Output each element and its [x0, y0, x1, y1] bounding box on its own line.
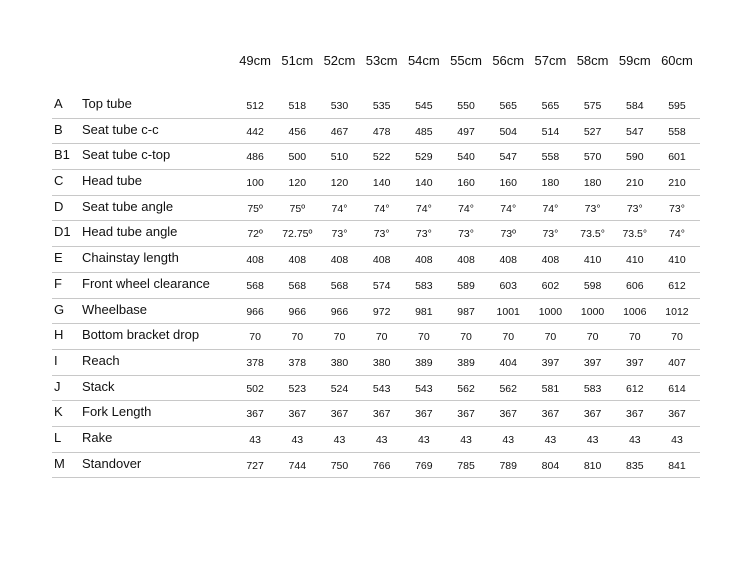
- table-cell: 367: [330, 408, 349, 421]
- size-header-row: [234, 52, 698, 72]
- table-cell: 408: [457, 254, 475, 267]
- table-cell: 70: [291, 331, 304, 344]
- table-cell: 456: [288, 125, 307, 138]
- row-label: Chainstay length: [82, 250, 179, 266]
- row-label: Seat tube c-top: [82, 147, 171, 163]
- table-cell: 73.5°: [580, 228, 605, 241]
- table-row: [52, 273, 700, 299]
- table-cell: 583: [415, 279, 433, 292]
- table-cell: 367: [246, 408, 264, 421]
- table-cell: 595: [668, 100, 686, 112]
- row-label: Rake: [82, 429, 113, 445]
- table-cell: 140: [372, 177, 391, 190]
- table-cell: 73°: [626, 202, 643, 215]
- table-cell: 70: [375, 331, 388, 344]
- table-cell: 43: [671, 433, 683, 446]
- table-row: [52, 453, 700, 479]
- table-cell: 598: [583, 279, 602, 292]
- table-cell: 500: [288, 151, 307, 164]
- table-cell: 74°: [458, 202, 474, 215]
- table-cell: 529: [415, 151, 433, 164]
- table-cell: 73°: [458, 228, 474, 241]
- row-code: C: [54, 173, 64, 189]
- row-code: F: [54, 275, 62, 291]
- table-cell: 380: [330, 356, 349, 369]
- table-cell: 408: [415, 254, 433, 267]
- size-header-51cm: 51cm: [281, 53, 314, 68]
- row-values: [234, 330, 698, 344]
- table-cell: 70: [544, 331, 557, 344]
- table-cell: 408: [372, 254, 391, 267]
- table-cell: 785: [457, 459, 475, 472]
- table-cell: 73°: [415, 228, 432, 241]
- table-cell: 408: [541, 254, 560, 267]
- table-cell: 180: [583, 177, 602, 190]
- table-cell: 584: [626, 100, 644, 112]
- table-cell: 523: [288, 382, 307, 395]
- table-cell: 583: [583, 382, 602, 395]
- table-cell: 74°: [415, 202, 432, 215]
- table-cell: 530: [330, 100, 349, 112]
- table-row: [52, 401, 700, 427]
- table-cell: 558: [668, 125, 686, 138]
- table-cell: 70: [628, 331, 641, 344]
- row-label: Reach: [82, 352, 120, 368]
- table-cell: 70: [460, 331, 472, 344]
- row-label: Seat tube c-c: [82, 121, 159, 137]
- row-code: L: [54, 429, 62, 445]
- table-cell: 43: [291, 433, 304, 446]
- table-cell: 727: [246, 459, 264, 472]
- table-cell: 750: [330, 459, 349, 472]
- table-cell: 606: [626, 279, 644, 292]
- table-cell: 74°: [331, 202, 348, 215]
- table-cell: 581: [541, 382, 560, 395]
- table-cell: 70: [502, 331, 515, 344]
- table-cell: 407: [668, 356, 686, 369]
- row-code: K: [54, 404, 63, 420]
- table-cell: 987: [457, 305, 475, 318]
- table-cell: 367: [583, 408, 602, 421]
- table-row: [52, 247, 700, 273]
- table-cell: 612: [626, 382, 644, 395]
- table-cell: 397: [541, 356, 560, 369]
- table-cell: 389: [457, 356, 475, 369]
- table-cell: 522: [372, 151, 391, 164]
- table-cell: 210: [626, 177, 644, 190]
- table-row: [52, 221, 700, 247]
- row-values: [234, 305, 698, 319]
- table-cell: 504: [499, 125, 517, 138]
- table-row: [52, 299, 700, 325]
- row-values: [234, 279, 698, 293]
- table-cell: 367: [415, 408, 433, 421]
- row-label: Head tube: [82, 173, 142, 189]
- row-values: [234, 202, 698, 216]
- table-cell: 160: [499, 177, 517, 190]
- table-cell: 1001: [496, 305, 520, 318]
- row-code: G: [54, 301, 65, 317]
- table-cell: 72.75º: [282, 228, 313, 241]
- table-cell: 612: [668, 279, 686, 292]
- table-cell: 540: [457, 151, 475, 164]
- table-cell: 966: [288, 305, 307, 318]
- table-cell: 367: [457, 408, 475, 421]
- table-cell: 972: [372, 305, 391, 318]
- table-cell: 367: [288, 408, 307, 421]
- table-cell: 404: [499, 356, 517, 369]
- size-header-55cm: 55cm: [450, 53, 482, 68]
- table-cell: 408: [330, 254, 349, 267]
- table-cell: 547: [626, 125, 644, 138]
- table-cell: 73°: [331, 228, 348, 241]
- table-cell: 568: [330, 279, 349, 292]
- table-cell: 73º: [500, 228, 516, 241]
- row-label: Fork Length: [82, 404, 152, 420]
- table-cell: 589: [457, 279, 475, 292]
- table-cell: 43: [586, 433, 599, 446]
- size-header-49cm: 49cm: [239, 53, 271, 68]
- table-row: [52, 350, 700, 376]
- table-cell: 614: [668, 382, 686, 395]
- table-cell: 841: [668, 459, 686, 472]
- row-label: Wheelbase: [82, 301, 148, 317]
- table-cell: 43: [628, 433, 641, 446]
- table-cell: 966: [330, 305, 349, 318]
- table-cell: 486: [246, 151, 264, 164]
- table-cell: 367: [626, 408, 644, 421]
- table-cell: 180: [541, 177, 560, 190]
- table-cell: 73.5°: [622, 228, 648, 241]
- table-row: [52, 119, 700, 145]
- table-cell: 75º: [289, 202, 306, 215]
- geometry-rows: [52, 93, 700, 478]
- table-cell: 590: [626, 151, 644, 164]
- table-row: [52, 93, 700, 119]
- table-cell: 70: [671, 331, 683, 344]
- table-cell: 568: [288, 279, 307, 292]
- table-cell: 378: [246, 356, 264, 369]
- table-cell: 367: [541, 408, 560, 421]
- table-cell: 535: [372, 100, 391, 112]
- row-label: Stack: [82, 378, 115, 394]
- row-code: A: [54, 96, 63, 111]
- table-cell: 43: [460, 433, 472, 446]
- row-values: [234, 356, 698, 370]
- table-cell: 73°: [584, 202, 601, 215]
- table-cell: 397: [583, 356, 602, 369]
- table-cell: 769: [415, 459, 433, 472]
- table-cell: 562: [457, 382, 475, 395]
- table-cell: 568: [246, 279, 264, 292]
- table-cell: 766: [372, 459, 391, 472]
- table-cell: 603: [499, 279, 517, 292]
- table-cell: 410: [626, 254, 644, 267]
- table-cell: 1000: [580, 305, 605, 318]
- row-code: D: [54, 198, 64, 214]
- table-cell: 70: [418, 331, 430, 344]
- table-cell: 378: [288, 356, 307, 369]
- table-cell: 575: [583, 100, 602, 112]
- size-header-59cm: 59cm: [618, 53, 651, 68]
- table-cell: 502: [246, 382, 264, 395]
- table-cell: 565: [499, 100, 517, 112]
- row-label: Front wheel clearance: [82, 275, 210, 291]
- row-label: Head tube angle: [82, 224, 178, 240]
- table-cell: 547: [499, 151, 517, 164]
- table-cell: 524: [330, 382, 349, 395]
- table-cell: 140: [415, 177, 433, 190]
- table-cell: 558: [541, 151, 560, 164]
- table-cell: 73°: [542, 228, 559, 241]
- row-values: [234, 459, 698, 473]
- table-cell: 789: [499, 459, 517, 472]
- row-values: [234, 227, 698, 241]
- table-cell: 210: [668, 177, 686, 190]
- table-cell: 574: [372, 279, 391, 292]
- size-header-56cm: 56cm: [492, 53, 525, 68]
- table-cell: 380: [372, 356, 391, 369]
- row-values: [234, 150, 698, 164]
- size-header-57cm: 57cm: [534, 53, 567, 68]
- row-values: [234, 382, 698, 396]
- table-cell: 367: [499, 408, 517, 421]
- table-cell: 43: [418, 433, 430, 446]
- table-cell: 100: [246, 177, 264, 190]
- table-cell: 966: [246, 305, 264, 318]
- table-cell: 397: [626, 356, 644, 369]
- table-cell: 1012: [665, 305, 689, 318]
- table-cell: 570: [583, 151, 602, 164]
- row-code: E: [54, 250, 63, 266]
- table-cell: 73°: [669, 202, 685, 215]
- table-cell: 74°: [669, 228, 685, 241]
- table-cell: 518: [288, 100, 307, 112]
- table-cell: 367: [372, 408, 391, 421]
- table-cell: 75º: [247, 202, 263, 215]
- table-cell: 545: [415, 100, 433, 112]
- table-cell: 543: [415, 382, 433, 395]
- row-code: I: [54, 352, 58, 368]
- table-cell: 1006: [623, 305, 647, 318]
- table-cell: 510: [330, 151, 349, 164]
- table-cell: 514: [541, 125, 560, 138]
- table-row: [52, 427, 700, 453]
- row-values: [234, 99, 698, 113]
- size-header-52cm: 52cm: [323, 53, 356, 68]
- table-cell: 70: [586, 331, 599, 344]
- table-cell: 43: [375, 433, 388, 446]
- size-header-60cm: 60cm: [661, 53, 693, 68]
- table-cell: 562: [499, 382, 517, 395]
- table-cell: 367: [668, 408, 686, 421]
- table-cell: 565: [541, 100, 560, 112]
- table-cell: 408: [246, 254, 264, 267]
- table-cell: 550: [457, 100, 475, 112]
- row-values: [234, 433, 698, 447]
- table-cell: 389: [415, 356, 433, 369]
- row-label: Top tube: [82, 96, 132, 111]
- table-cell: 1000: [538, 305, 563, 318]
- table-cell: 601: [668, 151, 686, 164]
- table-cell: 408: [499, 254, 517, 267]
- table-cell: 467: [330, 125, 349, 138]
- row-values: [234, 125, 698, 139]
- table-cell: 602: [541, 279, 560, 292]
- size-header-53cm: 53cm: [365, 53, 398, 68]
- table-cell: 804: [541, 459, 560, 472]
- row-label: Standover: [82, 455, 142, 471]
- table-row: [52, 196, 700, 222]
- table-cell: 527: [583, 125, 602, 138]
- table-cell: 478: [372, 125, 391, 138]
- row-label: Seat tube angle: [82, 198, 174, 214]
- size-header-58cm: 58cm: [576, 53, 609, 68]
- table-cell: 74°: [373, 202, 390, 215]
- table-row: [52, 324, 700, 350]
- table-cell: 43: [333, 433, 346, 446]
- table-cell: 408: [288, 254, 307, 267]
- table-row: [52, 376, 700, 402]
- table-cell: 835: [626, 459, 644, 472]
- table-cell: 981: [415, 305, 433, 318]
- table-cell: 485: [415, 125, 433, 138]
- row-values: [234, 253, 698, 267]
- table-cell: 43: [249, 433, 261, 446]
- table-cell: 810: [583, 459, 602, 472]
- table-cell: 73°: [373, 228, 390, 241]
- table-cell: 43: [544, 433, 557, 446]
- table-cell: 74°: [500, 202, 517, 215]
- row-code: D1: [54, 224, 71, 240]
- row-code: B: [54, 121, 63, 137]
- table-cell: 72º: [247, 228, 263, 241]
- table-cell: 512: [246, 100, 264, 112]
- table-row: [52, 170, 700, 196]
- table-cell: 410: [668, 254, 686, 267]
- table-cell: 442: [246, 125, 264, 138]
- row-values: [234, 407, 698, 421]
- table-cell: 543: [372, 382, 391, 395]
- table-cell: 70: [249, 331, 261, 344]
- table-cell: 70: [333, 331, 346, 344]
- row-code: B1: [54, 147, 70, 163]
- table-cell: 744: [288, 459, 307, 472]
- row-code: M: [54, 455, 65, 471]
- table-cell: 74°: [542, 202, 559, 215]
- table-row: [52, 144, 700, 170]
- row-code: H: [54, 327, 64, 343]
- table-cell: 120: [288, 177, 307, 190]
- table-cell: 120: [330, 177, 349, 190]
- table-cell: 160: [457, 177, 475, 190]
- row-label: Bottom bracket drop: [82, 327, 200, 343]
- row-code: J: [54, 378, 61, 394]
- table-cell: 497: [457, 125, 475, 138]
- table-cell: 410: [583, 254, 602, 267]
- row-values: [234, 176, 698, 190]
- size-header-54cm: 54cm: [407, 53, 440, 68]
- table-cell: 43: [502, 433, 515, 446]
